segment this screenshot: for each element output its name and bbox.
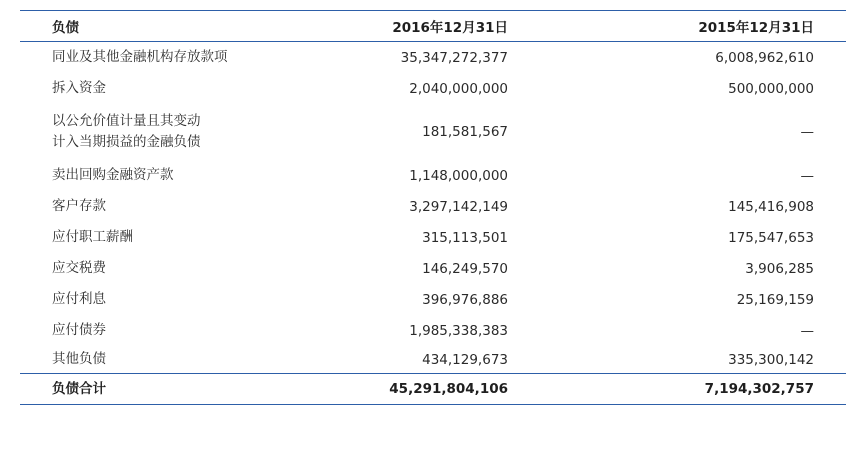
row-label <box>20 104 342 160</box>
table-row <box>20 160 846 191</box>
table-body <box>20 42 846 374</box>
value-2016: 1,148,000,000 <box>409 167 508 184</box>
row-label: 拆入资金 <box>52 80 106 96</box>
header-2015-12-31: 2015年12月31日 <box>698 20 814 36</box>
table-row <box>20 346 846 374</box>
table-row <box>20 253 846 284</box>
value-2016: 181,581,567 <box>422 124 508 140</box>
table-row <box>20 222 846 253</box>
table-row <box>20 104 846 160</box>
value-2015: — <box>800 124 814 140</box>
value-2015: — <box>800 322 814 339</box>
total-2016: 45,291,804,106 <box>389 381 508 397</box>
row-label: 应付职工薪酬 <box>52 229 133 245</box>
value-2016: 146,249,570 <box>422 260 508 277</box>
row-label: 客户存款 <box>52 198 106 214</box>
table-row <box>20 191 846 222</box>
row-label-line-1: 以公允价值计量且其变动 <box>52 113 201 129</box>
table-row <box>20 73 846 104</box>
value-2016: 1,985,338,383 <box>409 322 508 339</box>
total-2015: 7,194,302,757 <box>704 381 814 397</box>
value-2015: — <box>800 167 814 184</box>
row-label-line-2: 计入当期损益的金融负债 <box>52 134 201 150</box>
value-2015: 500,000,000 <box>728 80 814 97</box>
header-liabilities: 负债 <box>52 20 79 36</box>
total-label: 负债合计 <box>52 380 106 397</box>
table-row <box>20 42 846 74</box>
header-2016-12-31: 2016年12月31日 <box>392 20 508 36</box>
row-label: 同业及其他金融机构存放款项 <box>52 49 228 65</box>
value-2015: 145,416,908 <box>728 198 814 215</box>
table-header <box>20 11 846 42</box>
row-label: 应付债券 <box>52 322 106 338</box>
liabilities-table <box>20 10 846 405</box>
value-2016: 35,347,272,377 <box>400 49 508 66</box>
table-row <box>20 284 846 315</box>
value-2015: 6,008,962,610 <box>715 49 814 66</box>
table-row <box>20 315 846 346</box>
row-label: 其他负债 <box>52 351 106 367</box>
total-row <box>20 374 846 405</box>
table-total <box>20 374 846 405</box>
value-2016: 3,297,142,149 <box>409 198 508 215</box>
row-label: 卖出回购金融资产款 <box>52 167 174 183</box>
row-label: 应交税费 <box>52 260 106 276</box>
value-2016: 396,976,886 <box>422 291 508 308</box>
value-2016: 315,113,501 <box>422 229 508 246</box>
value-2015: 3,906,285 <box>745 260 814 277</box>
value-2016: 2,040,000,000 <box>409 80 508 97</box>
value-2015: 335,300,142 <box>728 351 814 368</box>
header-row <box>20 11 846 42</box>
value-2015: 175,547,653 <box>728 229 814 246</box>
row-label: 应付利息 <box>52 291 106 307</box>
value-2016: 434,129,673 <box>422 351 508 368</box>
value-2015: 25,169,159 <box>736 291 814 308</box>
